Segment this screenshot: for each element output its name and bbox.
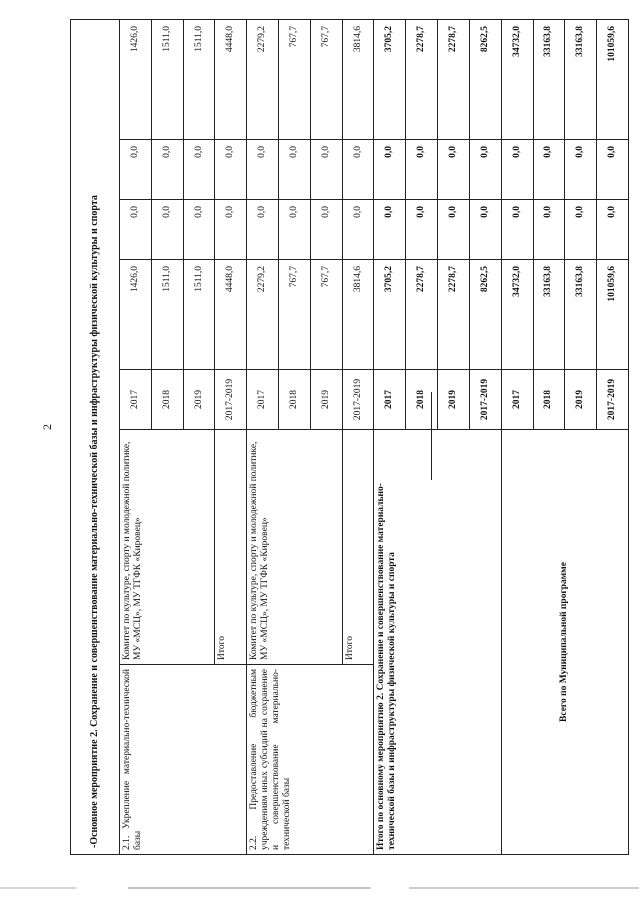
amount-cell: 0,0 [469, 200, 501, 260]
amount-cell: 2278,7 [406, 260, 438, 370]
scan-edge-noise [0, 887, 639, 889]
amount-cell: 0,0 [151, 200, 183, 260]
amount-cell: 3705,2 [374, 260, 406, 370]
main-activity-total-label: Итого по основному мероприятию 2. Сохранение и совершенствование материально-технической базы и инфраструктуры физической культуры и спорта [374, 430, 501, 855]
amount-cell: 0,0 [310, 140, 342, 200]
amount-cell: 0,0 [565, 200, 597, 260]
year-cell: 2017 [119, 370, 151, 430]
program-total-label: Всего по Муниципальной программе [501, 430, 628, 855]
amount-cell: 0,0 [501, 140, 533, 200]
amount-cell: 767,7 [279, 260, 311, 370]
year-cell: 2017 [374, 370, 406, 430]
year-cell: 2019 [310, 370, 342, 430]
year-cell: 2018 [533, 370, 565, 430]
year-cell: 2018 [279, 370, 311, 430]
amount-cell: 0,0 [533, 140, 565, 200]
section-header-row [71, 20, 120, 855]
amount-cell: 1511,0 [183, 20, 215, 140]
amount-cell: 2278,7 [438, 260, 470, 370]
amount-cell: 0,0 [469, 140, 501, 200]
amount-cell: 2279,2 [247, 20, 279, 140]
total-label: Итого [215, 430, 247, 665]
activity-2-2-title: 2.2. Предоставление бюджетным учреждениям иных субсидий на сохранение и совершенствование материально-технической базы [247, 665, 374, 855]
amount-cell: 0,0 [438, 140, 470, 200]
amount-cell: 0,0 [406, 140, 438, 200]
amount-cell: 1426,0 [119, 20, 151, 140]
year-cell: 2017 [501, 370, 533, 430]
amount-cell: 1426,0 [119, 260, 151, 370]
year-cell: 2018 [406, 370, 438, 430]
amount-cell: 0,0 [183, 140, 215, 200]
amount-cell: 8262,5 [469, 260, 501, 370]
budget-table [70, 19, 629, 855]
amount-cell: 0,0 [565, 140, 597, 200]
amount-cell: 0,0 [406, 200, 438, 260]
year-cell: 2019 [183, 370, 215, 430]
amount-cell: 33163,8 [565, 20, 597, 140]
amount-cell: 3705,2 [374, 20, 406, 140]
year-cell: 2017-2019 [342, 370, 374, 430]
amount-cell: 0,0 [342, 200, 374, 260]
amount-cell: 3814,6 [342, 260, 374, 370]
rotated-document-table [70, 20, 629, 855]
year-cell: 2018 [151, 370, 183, 430]
year-cell: 2019 [565, 370, 597, 430]
amount-cell: 0,0 [151, 140, 183, 200]
amount-cell: 0,0 [597, 200, 629, 260]
amount-cell: 1511,0 [151, 20, 183, 140]
amount-cell: 4448,0 [215, 20, 247, 140]
amount-cell: 0,0 [279, 140, 311, 200]
amount-cell: 0,0 [438, 200, 470, 260]
amount-cell: 0,0 [183, 200, 215, 260]
amount-cell: 0,0 [247, 140, 279, 200]
amount-cell: 34732,0 [501, 20, 533, 140]
amount-cell: 0,0 [597, 140, 629, 200]
amount-cell: 33163,8 [565, 260, 597, 370]
amount-cell: 1511,0 [151, 260, 183, 370]
year-cell: 2017-2019 [597, 370, 629, 430]
amount-cell: 0,0 [342, 140, 374, 200]
amount-cell: 0,0 [310, 200, 342, 260]
amount-cell: 2279,2 [247, 260, 279, 370]
amount-cell: 101059,6 [597, 20, 629, 140]
amount-cell: 0,0 [119, 140, 151, 200]
amount-cell: 1511,0 [183, 260, 215, 370]
amount-cell: 0,0 [215, 140, 247, 200]
amount-cell: 4448,0 [215, 260, 247, 370]
amount-cell: 0,0 [533, 200, 565, 260]
section-title: -Основное мероприятие 2. Сохранение и совершенствование материально-технической базы и инфраструктуры физической культуры и спорта [71, 20, 120, 855]
amount-cell: 2278,7 [406, 20, 438, 140]
amount-cell: 34732,0 [501, 260, 533, 370]
year-cell: 2017 [247, 370, 279, 430]
table-row [247, 20, 279, 855]
activity-2-1-executor: Комитет по культуре, спорту и молодежной политике, МУ «МСЦ», МУ ТГФК «Кировец» [119, 430, 214, 665]
table-row [119, 20, 151, 855]
total-label: Итого [342, 430, 374, 665]
amount-cell: 0,0 [119, 200, 151, 260]
amount-cell: 33163,8 [533, 20, 565, 140]
amount-cell: 0,0 [279, 200, 311, 260]
amount-cell: 0,0 [247, 200, 279, 260]
year-cell: 2017-2019 [469, 370, 501, 430]
amount-cell: 33163,8 [533, 260, 565, 370]
amount-cell: 3814,6 [342, 20, 374, 140]
amount-cell: 767,7 [310, 20, 342, 140]
page-number: 2 [40, 424, 54, 430]
amount-cell: 0,0 [215, 200, 247, 260]
amount-cell: 0,0 [374, 200, 406, 260]
amount-cell: 0,0 [501, 200, 533, 260]
activity-2-2-executor: Комитет по культуре, спорту и молодежной политике, МУ «МСЦ», МУ ТГФК «Кировец» [247, 430, 342, 665]
amount-cell: 101059,6 [597, 260, 629, 370]
year-cell: 2017-2019 [215, 370, 247, 430]
activity-2-1-title: 2.1. Укрепление материально-технической базы [119, 665, 246, 855]
year-cell: 2019 [438, 370, 470, 430]
amount-cell: 767,7 [310, 260, 342, 370]
amount-cell: 8262,5 [469, 20, 501, 140]
amount-cell: 2278,7 [438, 20, 470, 140]
table-row [501, 20, 533, 855]
amount-cell: 0,0 [374, 140, 406, 200]
amount-cell: 767,7 [279, 20, 311, 140]
table-row [374, 20, 406, 855]
